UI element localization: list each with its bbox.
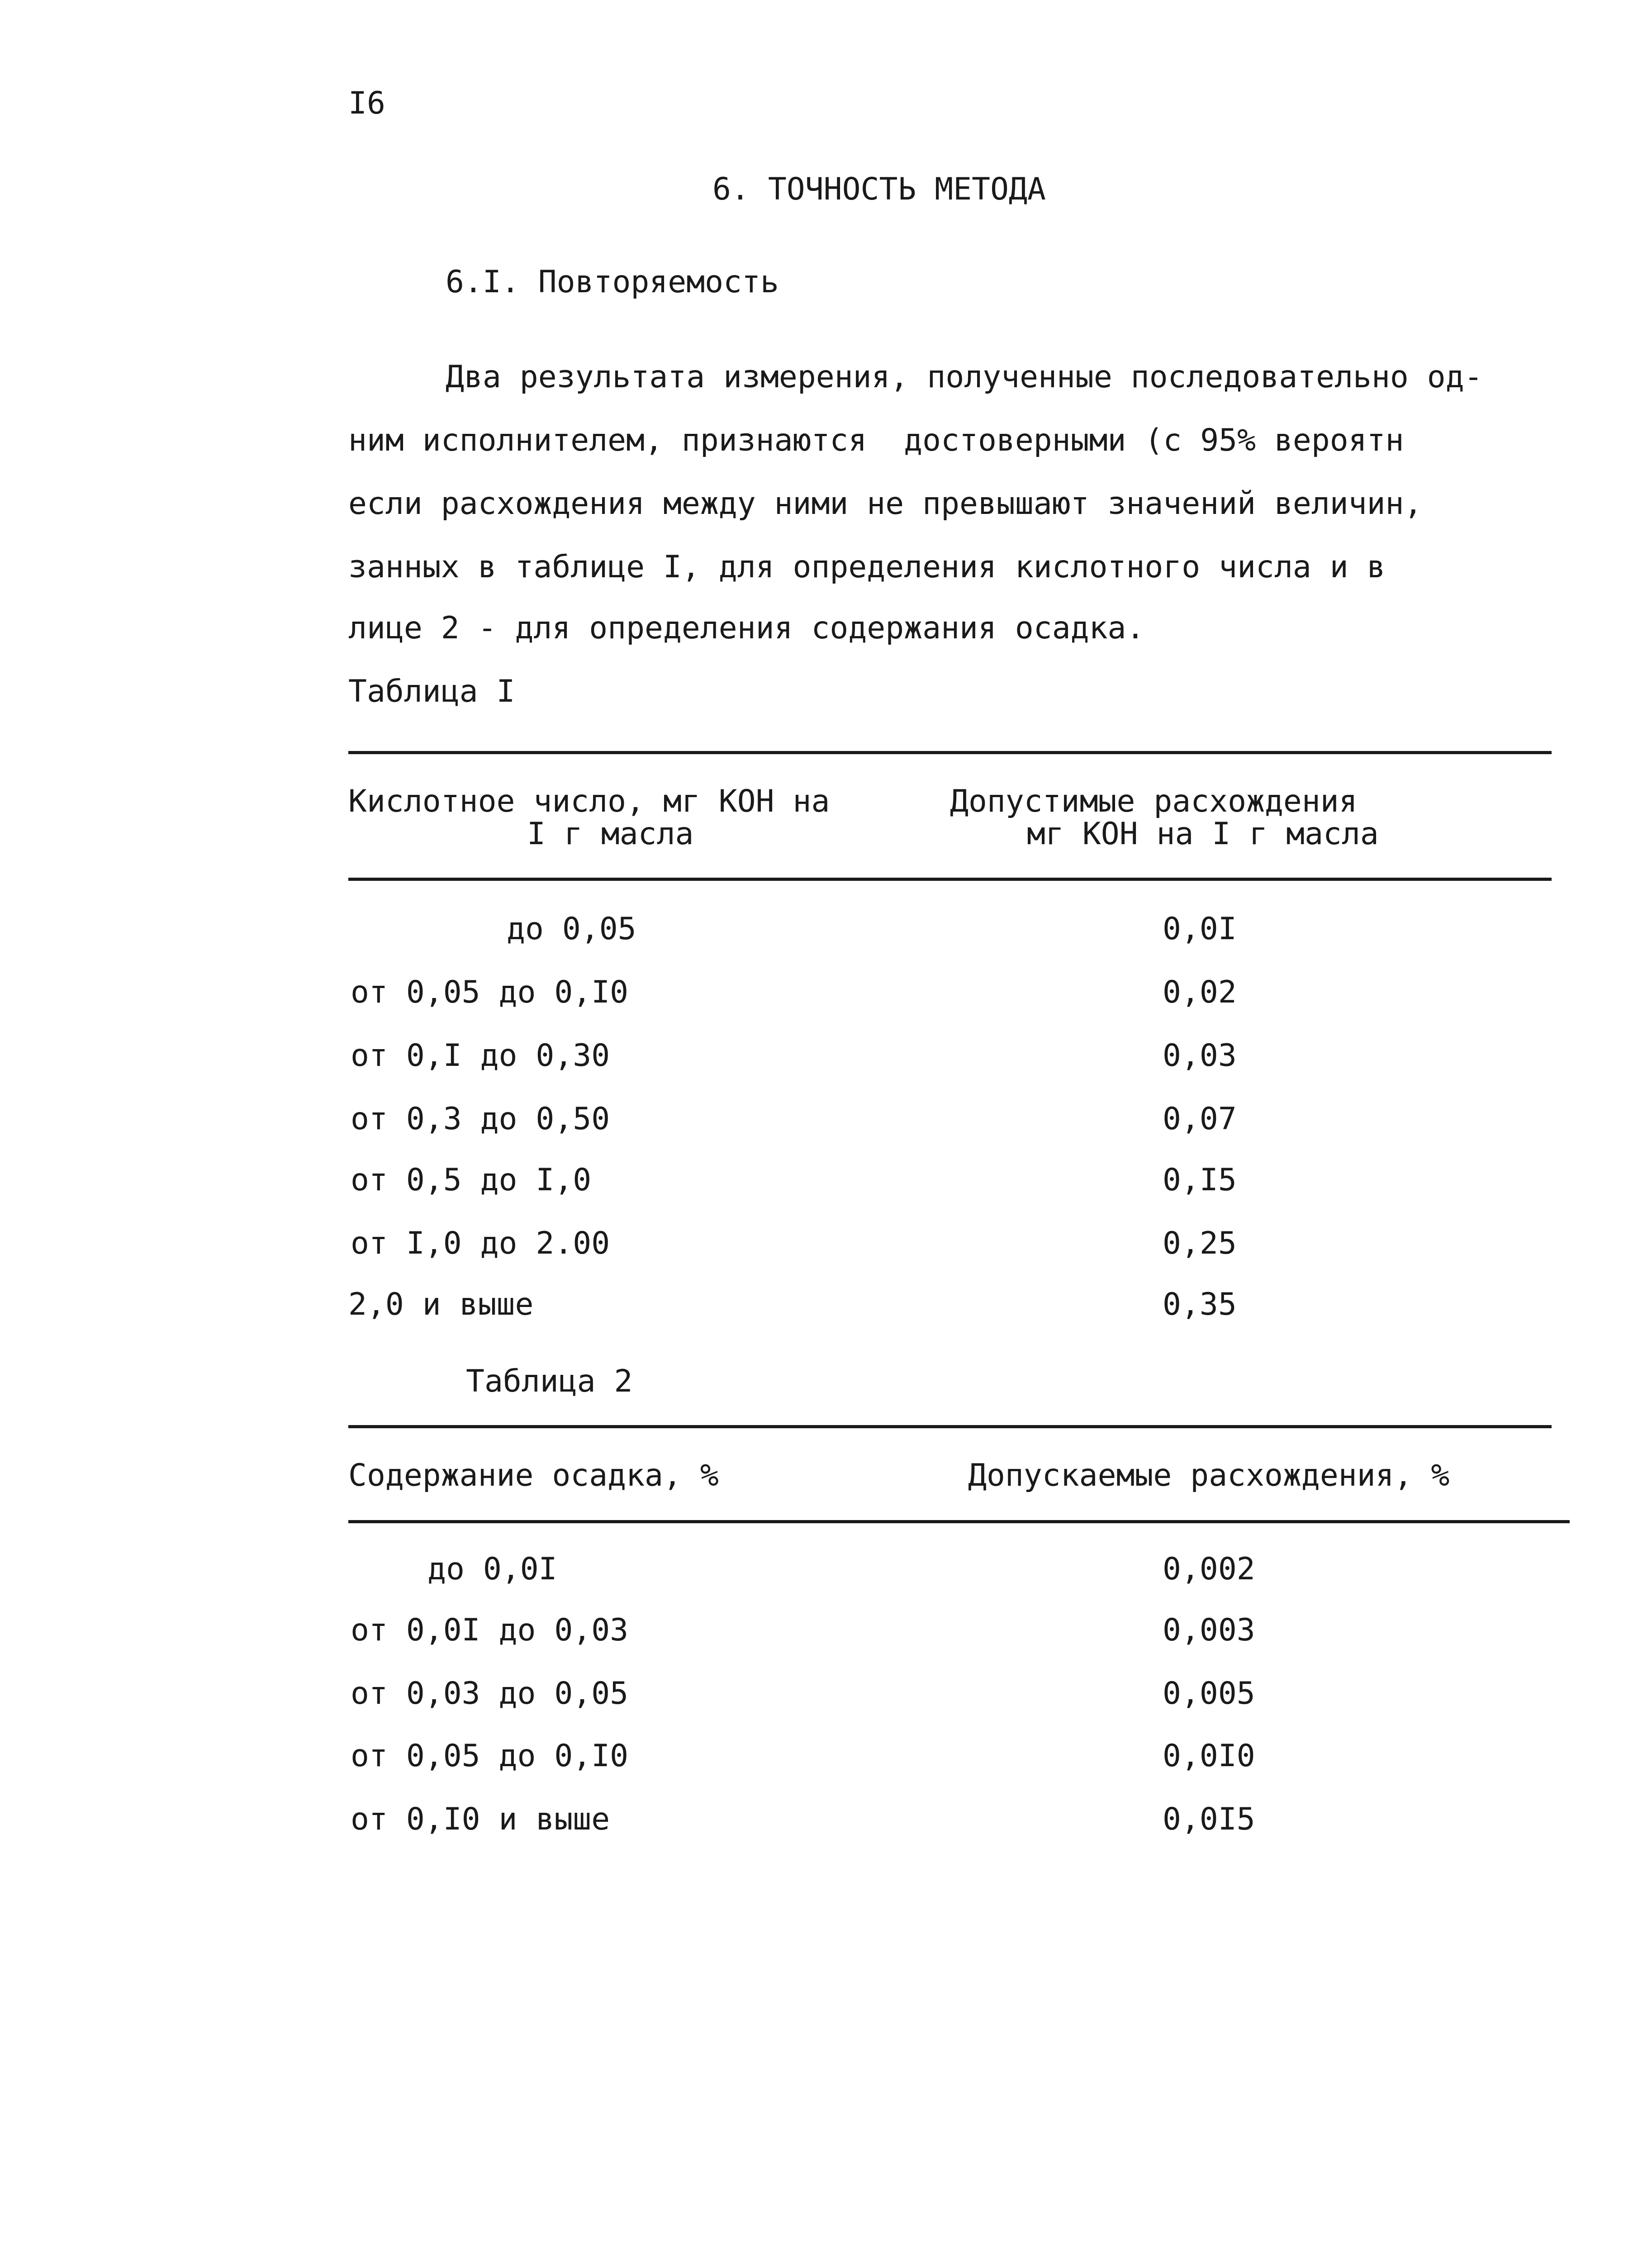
table1-cell-tolerance: 0,02 <box>1163 974 1237 1010</box>
table2-cell-range: от 0,0I до 0,03 <box>351 1612 629 1648</box>
table2-top-rule <box>348 1425 1552 1428</box>
paragraph-line: занных в таблице I, для определения кислотного числа и в <box>348 549 1386 585</box>
page-number: I6 <box>348 86 385 121</box>
table1-top-rule <box>348 751 1552 754</box>
subsection-title: 6.I. Повторяемость <box>446 264 779 300</box>
table1-cell-range: от 0,I до 0,30 <box>351 1038 610 1074</box>
table2-cell-tolerance: 0,005 <box>1163 1676 1255 1711</box>
table1-col2-header: Допустимые расхождения <box>950 784 1358 819</box>
table1-cell-tolerance: 0,I5 <box>1163 1162 1237 1198</box>
table2-cell-range: от 0,I0 и выше <box>351 1801 610 1837</box>
table2-cell-range: от 0,03 до 0,05 <box>351 1676 629 1711</box>
paragraph-line: лице 2 - для определения содержания осадка. <box>348 610 1145 646</box>
table2-cell-tolerance: 0,0I0 <box>1163 1738 1255 1774</box>
table1-col1-header: Кислотное число, мг КОН на <box>348 784 830 819</box>
table1-cell-tolerance: 0,0I <box>1163 911 1237 947</box>
table1-caption: Таблица I <box>348 674 515 709</box>
table1-cell-tolerance: 0,35 <box>1163 1287 1237 1322</box>
table2-col1-header: Содержание осадка, % <box>348 1458 719 1493</box>
paragraph-line: Два результата измерения, полученные последовательно од- <box>446 359 1483 395</box>
table2-header-rule <box>348 1520 1570 1523</box>
table1-cell-range: от 0,3 до 0,50 <box>351 1101 610 1137</box>
paragraph-line: если расхождения между ними не превышают значений величин, <box>348 486 1423 522</box>
table2-cell-range: от 0,05 до 0,I0 <box>351 1738 629 1774</box>
table1-cell-range: до 0,05 <box>507 911 636 947</box>
table2-cell-tolerance: 0,0I5 <box>1163 1801 1255 1837</box>
table1-cell-range: 2,0 и выше <box>348 1287 534 1322</box>
section-title: 6. ТОЧНОСТЬ МЕТОДА <box>712 171 1046 207</box>
table1-header-rule <box>348 878 1552 881</box>
paragraph-line: ним исполнителем, признаются достоверными (с 95% вероятн <box>348 423 1404 458</box>
table1-cell-range: от 0,05 до 0,I0 <box>351 974 629 1010</box>
table1-col2-header: мг КОН на I г масла <box>1027 816 1379 852</box>
table1-cell-tolerance: 0,03 <box>1163 1038 1237 1074</box>
table2-cell-range: до 0,0I <box>427 1551 557 1587</box>
table2-caption: Таблица 2 <box>466 1364 633 1399</box>
table1-cell-tolerance: 0,07 <box>1163 1101 1237 1137</box>
table1-cell-range: от 0,5 до I,0 <box>351 1162 592 1198</box>
table2-cell-tolerance: 0,002 <box>1163 1551 1255 1587</box>
table1-cell-range: от I,0 до 2.00 <box>351 1226 610 1261</box>
table2-cell-tolerance: 0,003 <box>1163 1612 1255 1648</box>
table2-col2-header: Допускаемые расхождения, % <box>968 1458 1450 1493</box>
table1-cell-tolerance: 0,25 <box>1163 1226 1237 1261</box>
table1-col1-header: I г масла <box>527 816 694 852</box>
